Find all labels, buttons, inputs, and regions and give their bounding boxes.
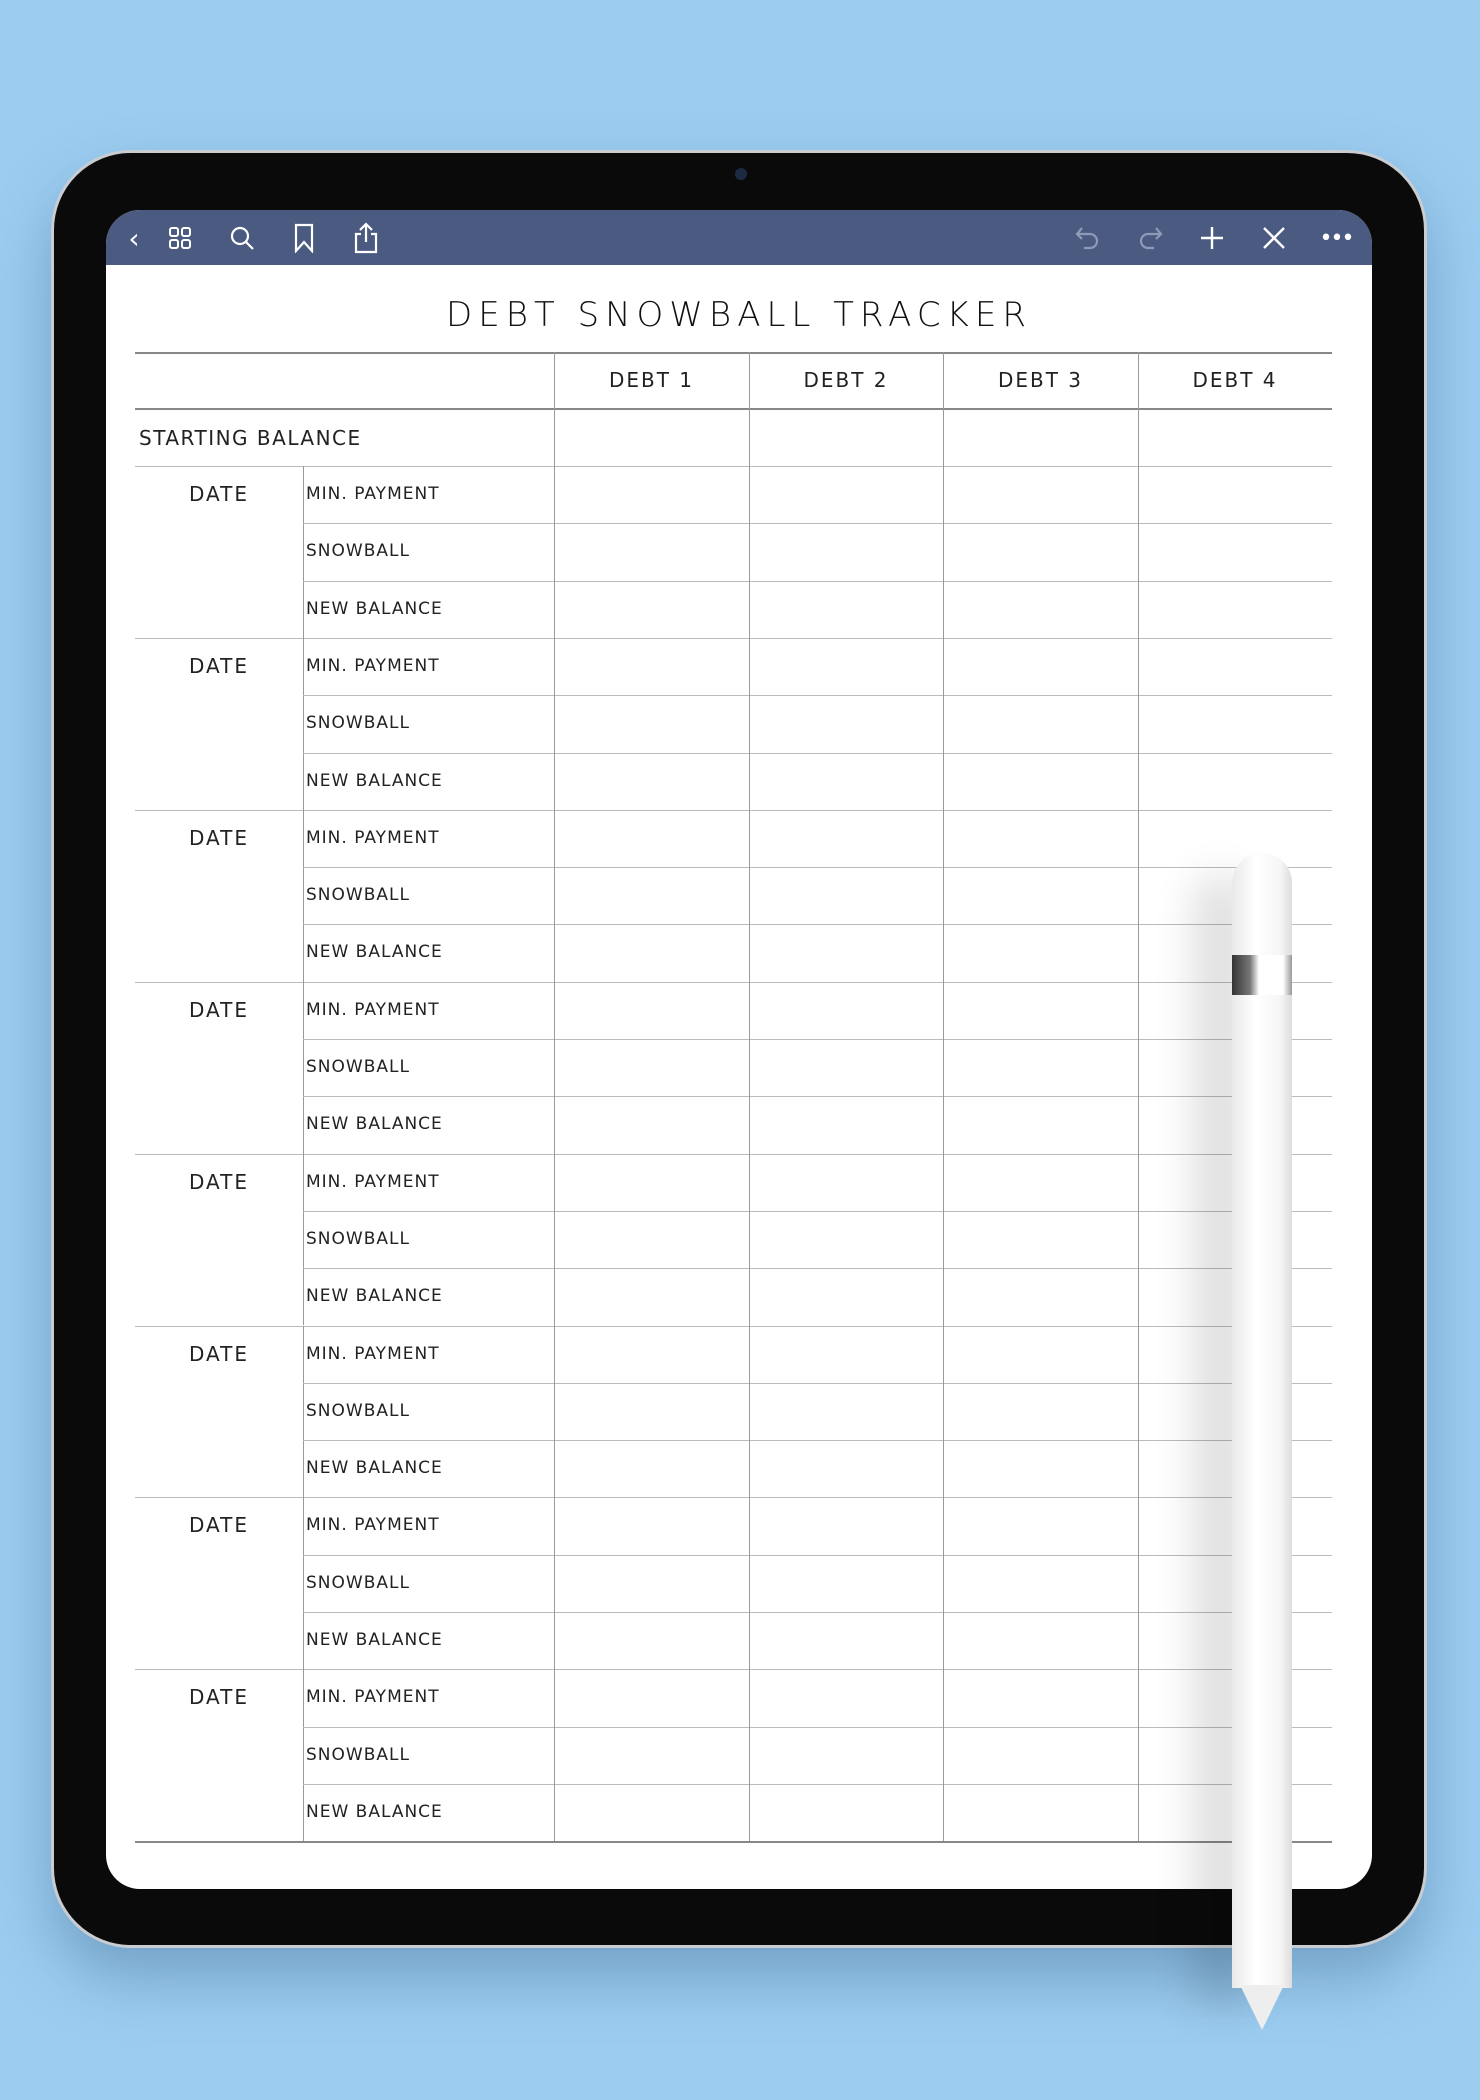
date-label: DATE xyxy=(188,1513,250,1538)
table-cell[interactable] xyxy=(555,1212,749,1268)
column-header: DEBT 1 xyxy=(608,368,695,392)
row-label: MIN. PAYMENT xyxy=(306,827,440,848)
table-cell[interactable] xyxy=(555,1785,749,1841)
table-cell[interactable] xyxy=(750,1728,943,1784)
date-label: DATE xyxy=(188,1341,250,1366)
table-cell[interactable] xyxy=(750,868,943,924)
table-cell[interactable] xyxy=(555,1384,749,1440)
table-cell[interactable] xyxy=(750,1613,943,1669)
table-cell[interactable] xyxy=(750,1556,943,1612)
column-divider xyxy=(943,352,944,1841)
close-pen-icon[interactable] xyxy=(1256,220,1292,256)
table-cell[interactable] xyxy=(750,1097,943,1153)
row-label: SNOWBALL xyxy=(306,1057,410,1077)
table-cell[interactable] xyxy=(944,1556,1138,1612)
column-divider xyxy=(749,352,750,1841)
table-cell[interactable] xyxy=(750,1441,943,1497)
table-cell[interactable] xyxy=(555,1269,749,1325)
table-cell[interactable] xyxy=(1139,696,1332,752)
header-bottom-rule xyxy=(135,408,1332,410)
stylus-pencil xyxy=(1232,853,1292,1988)
column-divider xyxy=(554,352,555,1841)
date-label: DATE xyxy=(188,653,250,678)
share-icon[interactable] xyxy=(348,220,384,256)
table-cell[interactable] xyxy=(750,925,943,981)
table-cell[interactable] xyxy=(944,1384,1138,1440)
table-cell[interactable] xyxy=(555,1441,749,1497)
plus-icon[interactable] xyxy=(1194,220,1230,256)
table-cell[interactable] xyxy=(555,1556,749,1612)
table-cell[interactable] xyxy=(555,467,749,523)
table-cell[interactable] xyxy=(944,696,1138,752)
pencil-tip xyxy=(1240,1985,1284,2030)
table-cell[interactable] xyxy=(1139,639,1332,695)
date-label: DATE xyxy=(188,997,250,1022)
table-cell[interactable] xyxy=(944,1040,1138,1096)
tracker-table xyxy=(135,352,1332,1842)
table-cell[interactable] xyxy=(750,1498,943,1554)
date-label: DATE xyxy=(188,1685,250,1710)
table-cell[interactable] xyxy=(555,1728,749,1784)
date-label: DATE xyxy=(188,825,250,850)
table-cell[interactable] xyxy=(555,983,749,1039)
table-cell[interactable] xyxy=(750,1384,943,1440)
table-cell[interactable] xyxy=(944,582,1138,638)
pencil-band xyxy=(1232,955,1292,995)
table-cell[interactable] xyxy=(1139,524,1332,580)
date-label: DATE xyxy=(188,1169,250,1194)
more-icon[interactable]: ••• xyxy=(1319,225,1353,251)
row-label: NEW BALANCE xyxy=(306,1114,443,1135)
table-cell[interactable] xyxy=(555,1155,749,1211)
table-cell[interactable] xyxy=(555,754,749,810)
grid-icon[interactable] xyxy=(162,220,198,256)
column-divider xyxy=(1138,352,1139,1841)
table-cell[interactable] xyxy=(750,1212,943,1268)
row-label: NEW BALANCE xyxy=(306,942,443,963)
table-cell[interactable] xyxy=(944,983,1138,1039)
redo-icon[interactable] xyxy=(1132,220,1168,256)
table-top-rule xyxy=(135,352,1332,354)
row-label: NEW BALANCE xyxy=(306,770,443,791)
table-cell[interactable] xyxy=(555,1327,749,1383)
table-cell[interactable] xyxy=(944,1097,1138,1153)
table-cell[interactable] xyxy=(555,925,749,981)
table-cell[interactable] xyxy=(750,811,943,867)
table-cell[interactable] xyxy=(555,524,749,580)
column-header: DEBT 2 xyxy=(803,368,889,392)
table-cell[interactable] xyxy=(944,868,1138,924)
row-label: SNOWBALL xyxy=(306,1400,410,1421)
table-cell[interactable] xyxy=(750,467,943,523)
table-cell[interactable] xyxy=(944,811,1138,867)
undo-icon[interactable] xyxy=(1070,220,1106,256)
table-cell[interactable] xyxy=(944,1155,1138,1211)
table-cell[interactable] xyxy=(555,1097,749,1153)
table-cell[interactable] xyxy=(1139,754,1332,810)
starting-balance-label: STARTING BALANCE xyxy=(139,426,362,450)
screen xyxy=(106,210,1372,1889)
table-cell[interactable] xyxy=(944,1327,1138,1383)
table-cell[interactable] xyxy=(555,582,749,638)
table-cell[interactable] xyxy=(944,1728,1138,1784)
back-icon[interactable]: ‹ xyxy=(128,221,140,255)
column-header: DEBT 3 xyxy=(997,368,1084,392)
table-cell[interactable] xyxy=(944,1613,1138,1669)
camera xyxy=(735,168,747,180)
table-cell[interactable] xyxy=(555,696,749,752)
table-cell[interactable] xyxy=(750,983,943,1039)
table-cell[interactable] xyxy=(750,1785,943,1841)
table-cell[interactable] xyxy=(944,1670,1138,1726)
table-cell[interactable] xyxy=(750,524,943,580)
table-cell[interactable] xyxy=(750,1327,943,1383)
row-label: MIN. PAYMENT xyxy=(306,484,440,504)
row-label: SNOWBALL xyxy=(306,713,410,734)
row-label: SNOWBALL xyxy=(306,541,410,562)
row-label: NEW BALANCE xyxy=(306,1458,443,1479)
table-cell[interactable] xyxy=(750,1155,943,1211)
row-label: SNOWBALL xyxy=(306,885,410,906)
table-cell[interactable] xyxy=(750,1670,943,1726)
table-cell[interactable] xyxy=(944,1785,1138,1841)
row-label: SNOWBALL xyxy=(306,1572,410,1593)
row-label: MIN. PAYMENT xyxy=(306,1171,440,1192)
table-cell[interactable] xyxy=(750,696,943,752)
table-cell[interactable] xyxy=(944,1269,1138,1325)
table-cell[interactable] xyxy=(944,925,1138,981)
row-label: NEW BALANCE xyxy=(306,1630,443,1650)
table-cell[interactable] xyxy=(1139,467,1332,523)
toolbar xyxy=(106,210,1372,265)
table-cell[interactable] xyxy=(555,811,749,867)
row-label: SNOWBALL xyxy=(306,1228,410,1249)
date-column-divider xyxy=(303,1669,304,1841)
table-cell[interactable] xyxy=(1139,811,1332,867)
row-label: NEW BALANCE xyxy=(306,1286,443,1307)
table-cell[interactable] xyxy=(555,1670,749,1726)
table-cell[interactable] xyxy=(555,1613,749,1669)
table-cell[interactable] xyxy=(944,1498,1138,1554)
table-cell[interactable] xyxy=(555,639,749,695)
row-divider xyxy=(135,1841,1332,1843)
table-cell[interactable] xyxy=(944,1212,1138,1268)
column-header: DEBT 4 xyxy=(1192,368,1278,392)
date-column-divider xyxy=(303,466,304,638)
bookmark-icon[interactable] xyxy=(286,220,322,256)
row-label: MIN. PAYMENT xyxy=(306,655,440,676)
table-cell[interactable] xyxy=(555,1498,749,1554)
table-cell[interactable] xyxy=(944,754,1138,810)
table-cell[interactable] xyxy=(944,467,1138,523)
date-column-divider xyxy=(303,810,304,982)
table-cell[interactable] xyxy=(944,639,1138,695)
date-column-divider xyxy=(303,1497,304,1669)
table-cell[interactable] xyxy=(750,1269,943,1325)
row-label: SNOWBALL xyxy=(306,1744,410,1765)
table-cell[interactable] xyxy=(1139,582,1332,638)
date-column-divider xyxy=(303,1154,304,1326)
search-icon[interactable] xyxy=(224,220,260,256)
row-label: MIN. PAYMENT xyxy=(306,999,440,1020)
row-label: NEW BALANCE xyxy=(306,1801,443,1822)
table-cell[interactable] xyxy=(750,639,943,695)
table-cell[interactable] xyxy=(944,524,1138,580)
table-cell[interactable] xyxy=(750,582,943,638)
row-label: MIN. PAYMENT xyxy=(306,1515,440,1536)
table-cell[interactable] xyxy=(750,754,943,810)
table-cell[interactable] xyxy=(555,868,749,924)
table-cell[interactable] xyxy=(750,1040,943,1096)
date-column-divider xyxy=(303,982,304,1154)
page-title: DEBT SNOWBALL TRACKER xyxy=(446,295,1032,335)
date-label: DATE xyxy=(188,482,250,506)
date-column-divider xyxy=(303,638,304,810)
row-label: MIN. PAYMENT xyxy=(306,1687,440,1708)
table-cell[interactable] xyxy=(555,1040,749,1096)
row-label: NEW BALANCE xyxy=(306,598,443,619)
date-column-divider xyxy=(303,1326,304,1498)
row-label: MIN. PAYMENT xyxy=(306,1343,440,1364)
table-cell[interactable] xyxy=(944,1441,1138,1497)
